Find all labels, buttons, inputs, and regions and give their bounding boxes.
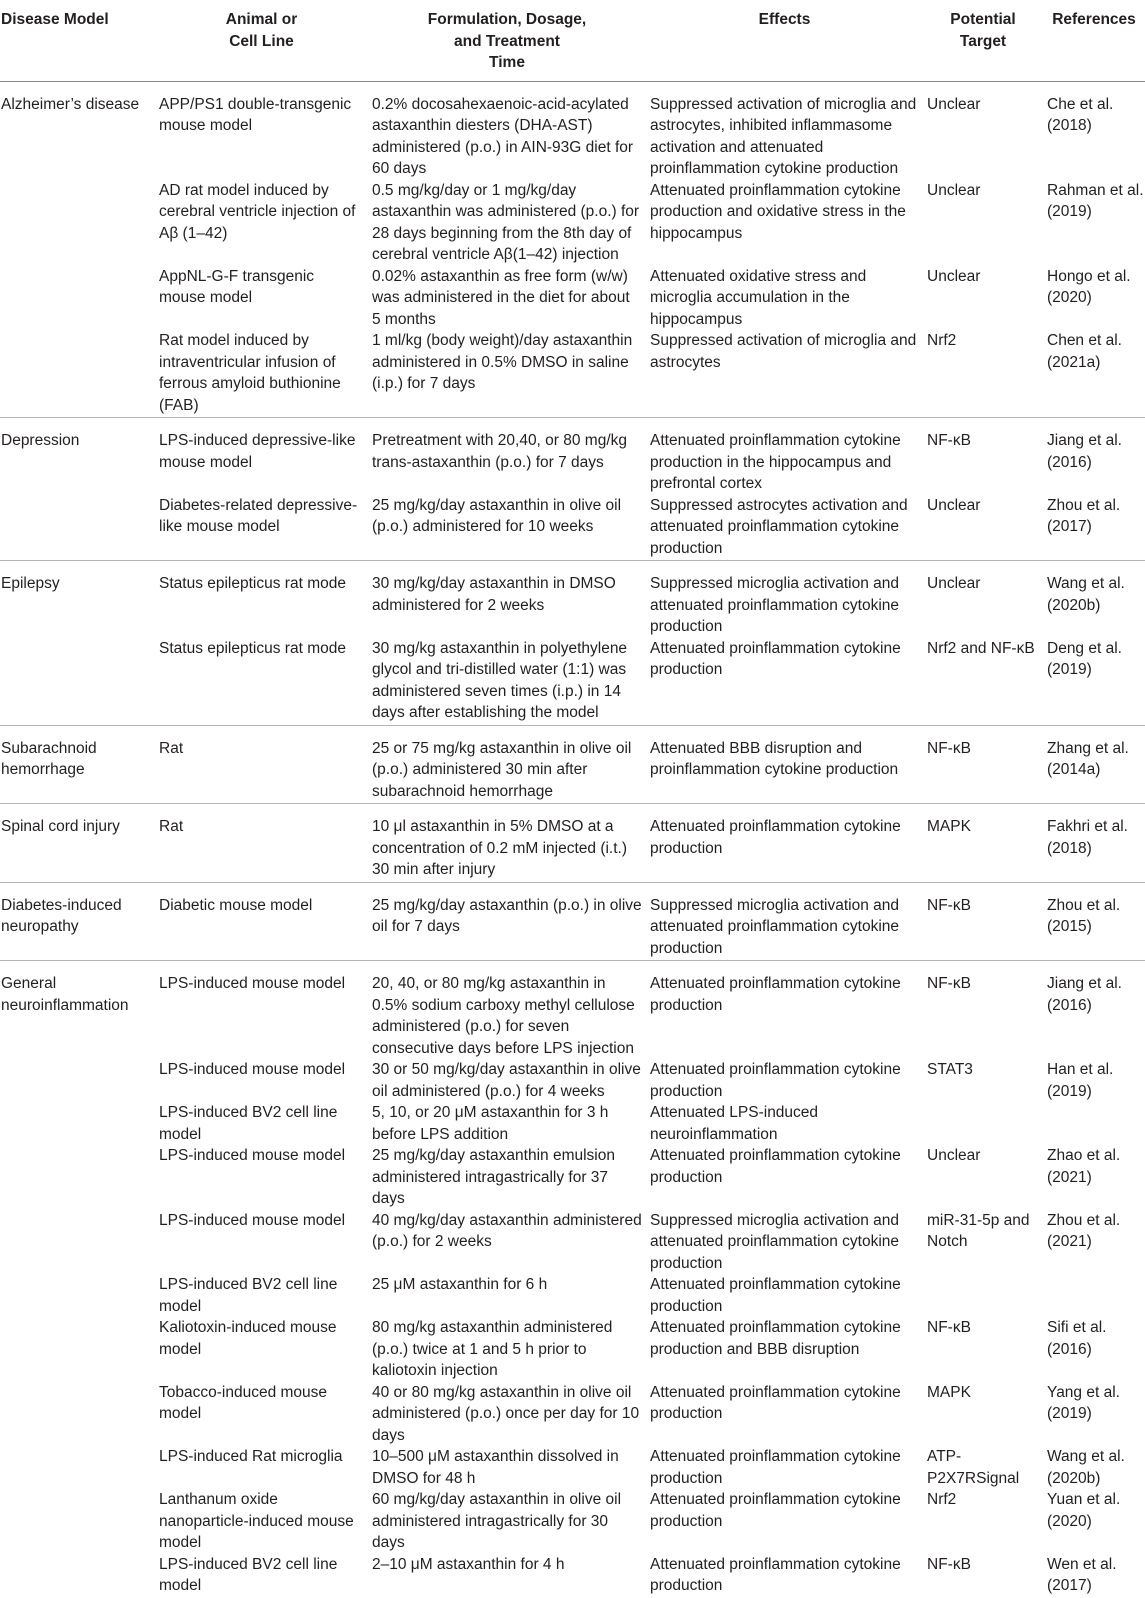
target-cell: NF-κB bbox=[927, 1319, 971, 1336]
table-row bbox=[0, 1274, 1145, 1317]
target-cell: STAT3 bbox=[927, 1061, 973, 1078]
animal-cell: Rat model induced by intraventricular infusion of ferrous amyloid buthionine (FAB) bbox=[155, 330, 368, 418]
animal-cell: LPS-induced mouse model bbox=[159, 1211, 346, 1229]
disease-model-cell bbox=[0, 1145, 155, 1210]
reference-cell: Wang et al. (2020b) bbox=[1047, 1448, 1125, 1487]
header-effects: Effects bbox=[646, 0, 923, 81]
formulation-cell: 30 or 50 mg/kg/day astaxanthin in olive oil administered (p.o.) for 4 weeks bbox=[372, 1061, 641, 1100]
formulation-cell: 25 mg/kg/day astaxanthin (p.o.) in olive oil for 7 days bbox=[368, 882, 646, 961]
target-cell: MAPK bbox=[927, 1383, 971, 1401]
reference-cell: Jiang et al. (2016) bbox=[1047, 432, 1122, 471]
formulation-cell: 10 μl astaxanthin in 5% DMSO at a concentration of 0.2 mM injected (i.t.) 30 min after injury bbox=[368, 804, 646, 883]
table-row bbox=[0, 638, 1145, 726]
formulation-cell: 2–10 μM astaxanthin for 4 h bbox=[372, 1555, 565, 1573]
animal-cell: LPS-induced BV2 cell line model bbox=[159, 1104, 338, 1143]
reference-cell: Zhou et al. (2015) bbox=[1043, 882, 1145, 961]
table-row bbox=[0, 1382, 1145, 1447]
effects-cell: Attenuated proinflammation cytokine production bbox=[650, 1147, 901, 1186]
target-cell: Unclear bbox=[927, 181, 981, 199]
disease-model-cell bbox=[0, 1274, 155, 1317]
effects-cell: Attenuated proinflammation cytokine production bbox=[650, 1061, 901, 1100]
reference-cell: Chen et al. (2021a) bbox=[1043, 330, 1145, 418]
table-row bbox=[0, 1102, 1145, 1145]
animal-cell: LPS-induced mouse model bbox=[159, 1061, 346, 1078]
effects-cell: Attenuated proinflammation cytokine production bbox=[650, 1555, 901, 1594]
animal-cell: LPS-induced mouse model bbox=[159, 1147, 346, 1164]
animal-cell: AD rat model induced by cerebral ventricle injection of Aβ (1–42) bbox=[159, 181, 356, 242]
formulation-cell: 25 μM astaxanthin for 6 h bbox=[372, 1276, 548, 1293]
target-cell: Nrf2 bbox=[927, 1491, 957, 1508]
reference-cell: Sifi et al. (2016) bbox=[1047, 1319, 1107, 1358]
formulation-cell: 20, 40, or 80 mg/kg astaxanthin in 0.5% sodium carboxy methyl cellulose administered (p.o.) for seven consecutive days before LPS injection bbox=[372, 975, 635, 1057]
table-row bbox=[0, 725, 1145, 804]
animal-cell: LPS-induced BV2 cell line model bbox=[159, 1276, 338, 1315]
header-formulation: Formulation, Dosage, and Treatment Time bbox=[368, 0, 646, 81]
effects-cell: Attenuated BBB disruption and proinflammation cytokine production bbox=[646, 725, 923, 804]
disease-model-cell: Epilepsy bbox=[1, 575, 60, 592]
formulation-cell: 25 mg/kg/day astaxanthin in olive oil (p.o.) administered for 10 weeks bbox=[368, 495, 646, 561]
effects-cell: Attenuated proinflammation cytokine production and oxidative stress in the hippocampus bbox=[650, 181, 906, 242]
formulation-cell: Pretreatment with 20,40, or 80 mg/kg trans-astaxanthin (p.o.) for 7 days bbox=[372, 432, 628, 471]
formulation-cell: 10–500 μM astaxanthin dissolved in DMSO for 48 h bbox=[372, 1448, 619, 1487]
reference-cell: Han et al. (2019) bbox=[1047, 1061, 1114, 1100]
target-cell: NF-κB bbox=[927, 1555, 971, 1573]
formulation-cell: 0.5 mg/kg/day or 1 mg/kg/day astaxanthin was administered (p.o.) for 28 days beginning from the 8th day of cerebral ventricle Aβ(1–42) injection bbox=[372, 181, 640, 263]
table-row bbox=[0, 561, 1145, 638]
reference-cell: Wang et al. (2020b) bbox=[1047, 575, 1125, 614]
formulation-cell: 25 mg/kg/day astaxanthin emulsion administered intragastrically for 37 days bbox=[372, 1147, 615, 1207]
formulation-cell: 60 mg/kg/day astaxanthin in olive oil administered intragastrically for 30 days bbox=[372, 1491, 622, 1551]
effects-cell: Attenuated proinflammation cytokine production bbox=[650, 1448, 901, 1487]
effects-cell: Attenuated proinflammation cytokine production in the hippocampus and prefrontal cortex bbox=[650, 432, 901, 492]
effects-cell: Suppressed activation of microglia and astrocytes bbox=[646, 330, 923, 418]
effects-cell: Suppressed microglia activation and attenuated proinflammation cytokine production bbox=[646, 882, 923, 961]
disease-model-cell bbox=[0, 180, 155, 266]
target-cell: Unclear bbox=[923, 495, 1043, 561]
target-cell: NF-κB bbox=[927, 975, 971, 992]
header-animal-or-cell-line: Animal or Cell Line bbox=[155, 0, 368, 81]
table-row bbox=[0, 266, 1145, 331]
table-row bbox=[0, 961, 1145, 1060]
disease-model-cell bbox=[0, 495, 155, 561]
reference-cell: Zhang et al. (2014a) bbox=[1043, 725, 1145, 804]
effects-cell: Suppressed activation of microglia and astrocytes, inhibited inflammasome activation and attenuated proinflammation cytokine production bbox=[650, 95, 917, 177]
disease-model-cell bbox=[0, 1317, 155, 1382]
target-cell: NF-κB bbox=[923, 725, 1043, 804]
disease-model-cell bbox=[0, 1382, 155, 1447]
animal-cell: LPS-induced depressive-like mouse model bbox=[159, 432, 356, 471]
table-row bbox=[0, 882, 1145, 961]
effects-cell: Attenuated proinflammation cytokine production bbox=[650, 1383, 901, 1422]
table-row bbox=[0, 1145, 1145, 1210]
reference-cell: Che et al. (2018) bbox=[1047, 95, 1114, 134]
formulation-cell: 30 mg/kg/day astaxanthin in DMSO administered for 2 weeks bbox=[372, 575, 616, 614]
target-cell: miR-31-5p and Notch bbox=[927, 1211, 1030, 1250]
animal-cell: LPS-induced mouse model bbox=[159, 975, 346, 992]
disease-model-cell bbox=[0, 1210, 155, 1275]
reference-cell bbox=[1043, 1274, 1145, 1317]
disease-model-cell bbox=[0, 1554, 155, 1598]
target-cell bbox=[923, 1274, 1043, 1317]
reference-cell: Zhao et al. (2021) bbox=[1047, 1147, 1121, 1186]
disease-model-cell bbox=[0, 638, 155, 726]
formulation-cell: 0.02% astaxanthin as free form (w/w) was administered in the diet for about 5 months bbox=[372, 267, 630, 328]
effects-cell: Attenuated proinflammation cytokine production bbox=[646, 638, 923, 726]
formulation-cell: 80 mg/kg astaxanthin administered (p.o.) twice at 1 and 5 h prior to kaliotoxin injection bbox=[372, 1319, 613, 1379]
target-cell: ATP-P2X7RSignal bbox=[927, 1448, 1020, 1487]
formulation-cell: 40 mg/kg/day astaxanthin administered (p.o.) for 2 weeks bbox=[372, 1211, 642, 1250]
header-references: References bbox=[1043, 0, 1145, 81]
table-row bbox=[0, 1059, 1145, 1102]
formulation-cell: 30 mg/kg astaxanthin in polyethylene glycol and tri-distilled water (1:1) was administered seven times (i.p.) in 14 days after establishing the model bbox=[368, 638, 646, 726]
disease-model-cell: Depression bbox=[1, 432, 80, 449]
reference-cell: Jiang et al. (2016) bbox=[1047, 975, 1122, 1014]
reference-cell: Zhou et al. (2017) bbox=[1043, 495, 1145, 561]
reference-cell: Wen et al. (2017) bbox=[1047, 1555, 1117, 1594]
table-row bbox=[0, 804, 1145, 883]
animal-cell: APP/PS1 double-transgenic mouse model bbox=[159, 95, 352, 134]
target-cell: Unclear bbox=[927, 267, 981, 285]
table-row bbox=[0, 495, 1145, 561]
animal-cell: AppNL-G-F transgenic mouse model bbox=[159, 267, 315, 306]
effects-cell: Suppressed microglia activation and attenuated proinflammation cytokine production bbox=[650, 1211, 900, 1272]
animal-cell: Status epilepticus rat mode bbox=[159, 575, 346, 592]
disease-model-cell: Subarachnoid hemorrhage bbox=[0, 725, 155, 804]
table-row bbox=[0, 1446, 1145, 1489]
formulation-cell: 5, 10, or 20 μM astaxanthin for 3 h before LPS addition bbox=[372, 1104, 609, 1143]
header-potential-target: Potential Target bbox=[923, 0, 1043, 81]
animal-cell: Rat bbox=[155, 725, 368, 804]
header-disease-model: Disease Model bbox=[0, 0, 155, 81]
target-cell: NF-κB bbox=[927, 432, 971, 449]
target-cell: Unclear bbox=[927, 1147, 981, 1164]
formulation-cell: 40 or 80 mg/kg astaxanthin in olive oil administered (p.o.) once per day for 10 days bbox=[372, 1383, 640, 1444]
disease-model-cell: Alzheimer’s disease bbox=[1, 95, 140, 113]
disease-model-cell bbox=[0, 1489, 155, 1554]
effects-cell: Attenuated oxidative stress and microglia accumulation in the hippocampus bbox=[650, 267, 867, 328]
table-row bbox=[0, 1489, 1145, 1554]
target-cell: Nrf2 bbox=[923, 330, 1043, 418]
animal-cell: Kaliotoxin-induced mouse model bbox=[159, 1319, 337, 1358]
table-row bbox=[0, 180, 1145, 266]
effects-cell: Suppressed astrocytes activation and attenuated proinflammation cytokine production bbox=[646, 495, 923, 561]
animal-cell: LPS-induced BV2 cell line model bbox=[159, 1555, 338, 1594]
table-row bbox=[0, 1210, 1145, 1275]
animal-cell: Tobacco-induced mouse model bbox=[159, 1383, 328, 1422]
reference-cell: Yuan et al. (2020) bbox=[1047, 1491, 1121, 1530]
animal-cell: LPS-induced Rat microglia bbox=[159, 1448, 343, 1465]
effects-cell: Attenuated LPS-induced neuroinflammation bbox=[650, 1104, 819, 1143]
table-header bbox=[0, 0, 1145, 81]
target-cell: Nrf2 and NF-κB bbox=[923, 638, 1043, 726]
target-cell: Unclear bbox=[927, 95, 981, 113]
effects-cell: Attenuated proinflammation cytokine production bbox=[650, 1491, 901, 1530]
formulation-cell: 0.2% docosahexaenoic-acid-acylated astaxanthin diesters (DHA-AST) administered (p.o.) in AIN-93G diet for 60 days bbox=[372, 95, 634, 177]
effects-cell: Attenuated proinflammation cytokine production bbox=[650, 1276, 901, 1315]
disease-model-cell: Diabetes-induced neuropathy bbox=[0, 882, 155, 961]
target-cell: MAPK bbox=[923, 804, 1043, 883]
effects-cell: Suppressed microglia activation and attenuated proinflammation cytokine production bbox=[650, 575, 900, 635]
animal-cell: Diabetes-related depressive-like mouse model bbox=[155, 495, 368, 561]
disease-model-cell bbox=[0, 1102, 155, 1145]
table-row bbox=[0, 330, 1145, 418]
table-row bbox=[0, 1317, 1145, 1382]
reference-cell: Rahman et al. (2019) bbox=[1047, 181, 1144, 220]
disease-model-cell: Spinal cord injury bbox=[0, 804, 155, 883]
reference-cell: Deng et al. (2019) bbox=[1043, 638, 1145, 726]
reference-cell: Yang et al. (2019) bbox=[1047, 1383, 1120, 1422]
target-cell: NF-κB bbox=[923, 882, 1043, 961]
reference-cell bbox=[1043, 1102, 1145, 1145]
animal-cell: Status epilepticus rat mode bbox=[155, 638, 368, 726]
animal-cell: Rat bbox=[155, 804, 368, 883]
disease-model-cell bbox=[0, 1446, 155, 1489]
disease-model-cell bbox=[0, 1059, 155, 1102]
table-body bbox=[0, 81, 1145, 1598]
disease-model-cell: General neuroinflammation bbox=[1, 975, 129, 1014]
table-row bbox=[0, 1554, 1145, 1598]
animal-cell: Diabetic mouse model bbox=[155, 882, 368, 961]
table-row bbox=[0, 81, 1145, 180]
target-cell bbox=[923, 1102, 1043, 1145]
effects-cell: Attenuated proinflammation cytokine production bbox=[650, 975, 901, 1014]
formulation-cell: 25 or 75 mg/kg astaxanthin in olive oil (p.o.) administered 30 min after subarachnoid hemorrhage bbox=[368, 725, 646, 804]
animal-cell: Lanthanum oxide nanoparticle-induced mouse model bbox=[159, 1491, 354, 1551]
reference-cell: Zhou et al. (2021) bbox=[1047, 1211, 1121, 1250]
formulation-cell: 1 ml/kg (body weight)/day astaxanthin administered in 0.5% DMSO in saline (i.p.) for 7 days bbox=[368, 330, 646, 418]
effects-cell: Attenuated proinflammation cytokine production bbox=[646, 804, 923, 883]
disease-model-cell bbox=[0, 266, 155, 331]
target-cell: Unclear bbox=[927, 575, 981, 592]
table-row bbox=[0, 418, 1145, 495]
reference-cell: Fakhri et al. (2018) bbox=[1043, 804, 1145, 883]
disease-model-cell bbox=[0, 330, 155, 418]
effects-cell: Attenuated proinflammation cytokine production and BBB disruption bbox=[650, 1319, 901, 1358]
reference-cell: Hongo et al. (2020) bbox=[1047, 267, 1131, 306]
